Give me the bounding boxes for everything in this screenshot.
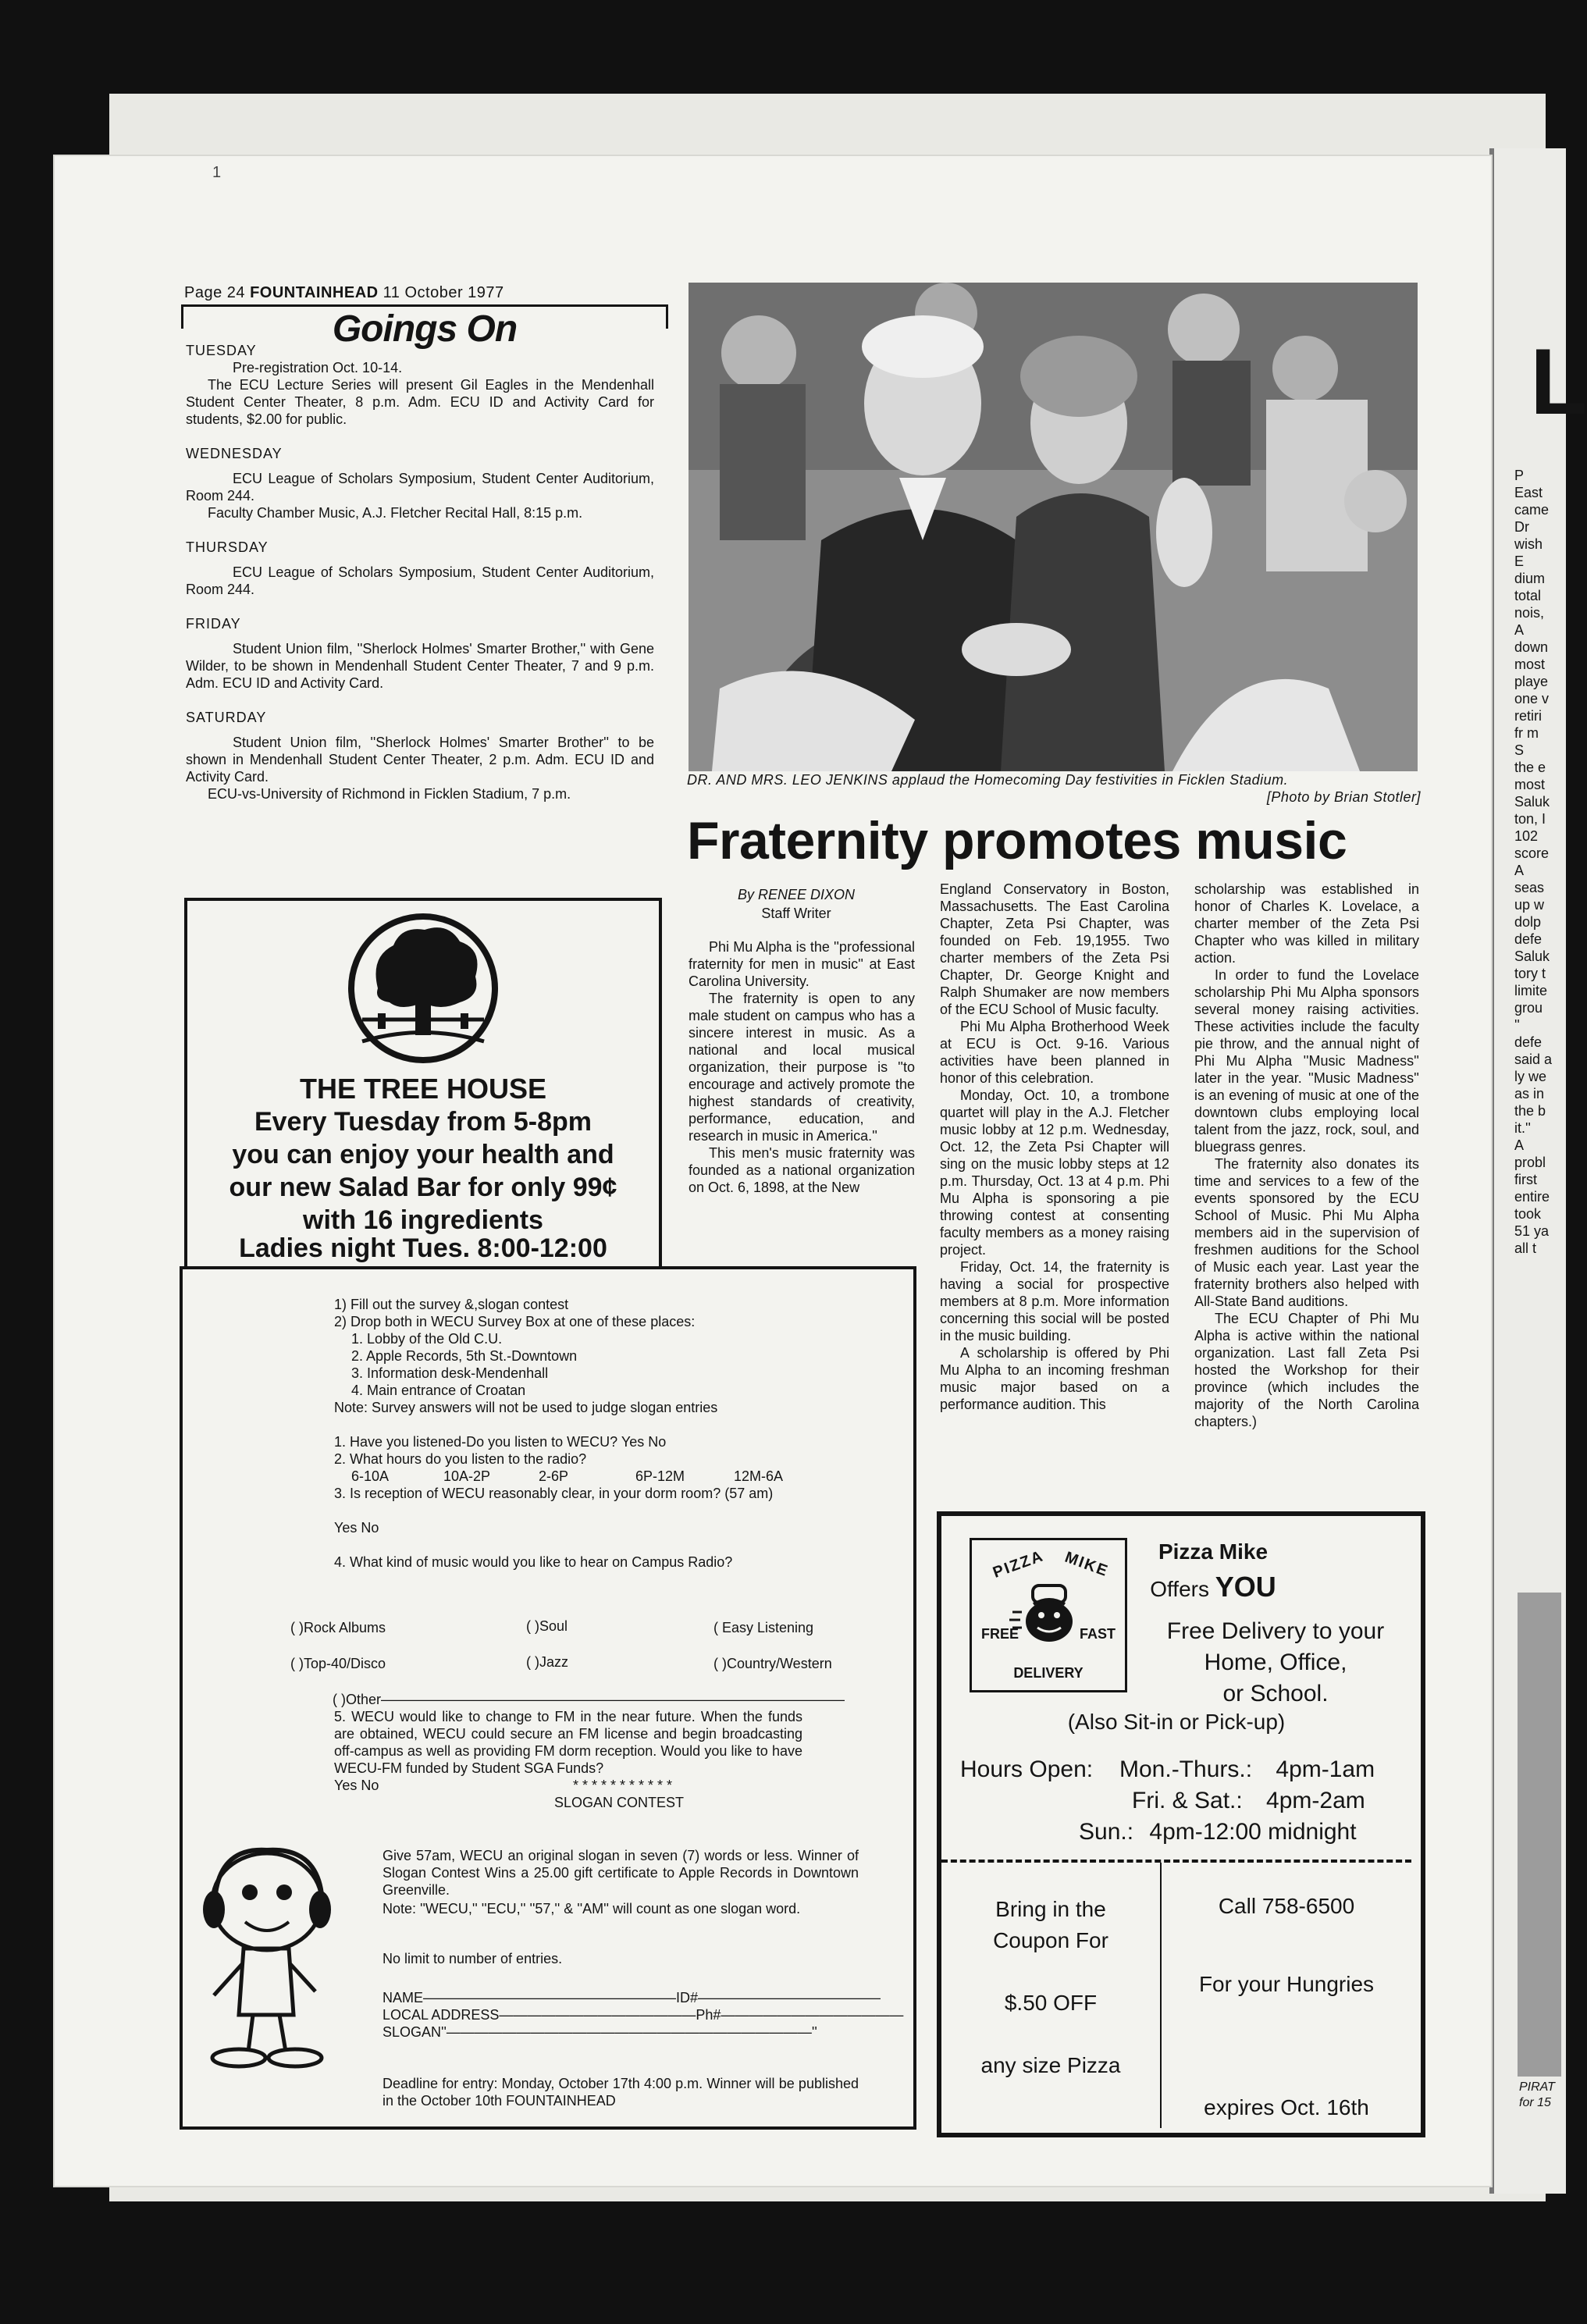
survey-place: 2. Apple Records, 5th St.-Downtown <box>351 1348 578 1364</box>
delivery-line: Free Delivery to your <box>1166 1618 1385 1644</box>
edge-line: all t <box>1514 1240 1537 1256</box>
stray-mark: 1 <box>212 164 222 181</box>
edge-caption-line: PIRAT <box>1519 2080 1555 2094</box>
paper-name: FOUNTAINHEAD <box>250 284 379 301</box>
event-item: Student Union film, ''Sherlock Holmes' Smarter Brother,'' with Gene Wilder, to be shown in Mendenhall Student Center Theater, 7 and 9 p.m. Adm. ECU ID and Activity Card. <box>186 641 654 691</box>
edge-line: one v <box>1514 691 1550 706</box>
article-paragraph: The ECU Chapter of Phi Mu Alpha is active within the national organization. Last fall Zeta Psi hosted the Workshop for their province (which includes the majority of the North Carolina chapters.) <box>1194 1311 1419 1429</box>
form-field-slogan[interactable]: SLOGAN''——————————————————————————'' <box>383 2024 817 2040</box>
photo-caption <box>687 771 1421 806</box>
tree-house-ad <box>184 898 662 1269</box>
photo-credit: [Photo by Brian Stotler] <box>1266 789 1421 805</box>
survey-question-3: 3. Is reception of WECU reasonably clear, in your dorm room? (57 am) <box>334 1486 774 1501</box>
coupon-item: any size Pizza <box>980 2053 1121 2077</box>
article-paragraph: In order to fund the Lovelace scholarship Phi Mu Alpha sponsors several money raising activities. These activities include the faculty pie throw, and the annual night of Phi Mu Alpha ''Music Madness'' later in the year. ''Music Madness'' is an evening of music at one of the downtown clubs employing local talent from the jazz, rock, soul, and bluegrass genres. <box>1194 967 1419 1155</box>
article-column-2 <box>940 881 1169 1413</box>
edge-line: said a <box>1514 1052 1553 1067</box>
edge-line: probl <box>1514 1155 1546 1170</box>
edge-caption-line: for 15 <box>1519 2096 1551 2109</box>
edge-line: grou <box>1514 1000 1543 1016</box>
edge-line: 51 ya <box>1514 1223 1550 1239</box>
coupon-offer <box>941 1894 1160 2081</box>
edge-line: most <box>1514 777 1546 792</box>
event-item: ECU League of Scholars Symposium, Student Center Auditorium, Room 244. <box>186 471 654 504</box>
hours-row <box>1132 1788 1365 1814</box>
edge-line: as in <box>1514 1086 1545 1101</box>
edge-line: S <box>1514 742 1525 758</box>
call-number: Call 758-6500 <box>1218 1894 1355 1918</box>
article-paragraph: Friday, Oct. 14, the fraternity is having a social for prospective members at 8 p.m. More information concerning this social will be posted in the music building. <box>940 1259 1169 1344</box>
edge-line: Dr <box>1514 519 1529 535</box>
survey-instructions <box>334 1296 881 1571</box>
edge-line: dium <box>1514 571 1546 586</box>
edge-line: Saluk <box>1514 794 1550 810</box>
delivery-lines <box>1135 1616 1416 1710</box>
edge-line: East <box>1514 485 1543 500</box>
edge-line: most <box>1514 657 1546 672</box>
tree-house-name: THE TREE HOUSE <box>299 1073 547 1105</box>
edge-line: it.'' <box>1514 1120 1531 1136</box>
next-page-photo <box>1518 1593 1561 2077</box>
survey-place: 1. Lobby of the Old C.U. <box>351 1331 503 1347</box>
logo-text-free: FREE <box>981 1626 1019 1642</box>
edge-line: seas <box>1514 880 1545 895</box>
slogan-contest-text: Give 57am, WECU an original slogan in seven (7) words or less. Winner of Slogan Contest Wins a 25.00 gift certificate to Apple Records in Downtown Greenville. <box>383 1848 859 1898</box>
edge-line: A <box>1514 863 1525 878</box>
music-option: ( )Top-40/Disco <box>290 1656 386 1671</box>
day-heading: TUESDAY <box>186 343 257 358</box>
edge-line: score <box>1514 845 1550 861</box>
event-item: Student Union film, ''Sherlock Holmes' Smarter Brother'' to be shown in Mendenhall Student Center Theater, 2 p.m. Adm. ECU ID and Activity Card. <box>186 735 654 785</box>
survey-question-5: 5. WECU would like to change to FM in the near future. When the funds are obtained, WECU could secure an FM license and begin broadcasting off-campus as well as providing FM dorm reception. Would you like to have WECU-FM funded by Student SGA Funds? <box>334 1709 802 1776</box>
logo-text-mike: MIKE <box>1062 1548 1112 1581</box>
tree-icon <box>347 910 500 1066</box>
day-heading: FRIDAY <box>186 616 241 632</box>
hours-option: 10A-2P <box>443 1468 491 1484</box>
page-number: Page 24 <box>184 284 246 301</box>
edge-line: total <box>1514 588 1542 603</box>
form-field-address[interactable]: LOCAL ADDRESS——————————————Ph#————————————— <box>383 2007 904 2023</box>
next-page-caption <box>1519 2080 1561 2111</box>
edge-line: 102 <box>1514 828 1539 844</box>
deadline-note: Deadline for entry: Monday, October 17th 4:00 p.m. Winner will be published in the October 10th FOUNTAINHEAD <box>383 2076 859 2109</box>
day-heading: THURSDAY <box>186 539 269 555</box>
hours-option: 6-10A <box>351 1468 390 1484</box>
article-paragraph: The fraternity is open to any male student on campus who has a sincere interest in music. As a national and local musical organization, their purpose is ''to encourage and actively promote the highest standards of creativity, performance, education, and research in music in America.'' <box>689 991 915 1144</box>
delivery-line: or School. <box>1222 1681 1329 1707</box>
survey-step: 1) Fill out the survey &,slogan contest <box>334 1297 569 1312</box>
edge-line: E <box>1514 553 1525 569</box>
music-option: ( )Soul <box>526 1618 568 1634</box>
survey-question-2: 2. What hours do you listen to the radio? <box>334 1451 587 1467</box>
byline-author: By RENEE DIXON <box>737 887 856 902</box>
article-paragraph: scholarship was established in honor of Charles K. Lovelace, a charter member of the Zeta Psi Chapter who was killed in military action. <box>1194 881 1419 966</box>
next-page-column <box>1514 467 1561 1257</box>
edge-line: retiri <box>1514 708 1542 724</box>
survey-question-1: 1. Have you listened-Do you listen to WECU? Yes No <box>334 1434 667 1450</box>
edge-line: Saluk <box>1514 948 1550 964</box>
divider-stars: * * * * * * * * * * * <box>573 1778 673 1793</box>
hours-option: 6P-12M <box>635 1468 685 1484</box>
next-page-headline-letter: L <box>1530 329 1587 434</box>
edge-line: defe <box>1514 1034 1543 1050</box>
music-option: ( )Jazz <box>526 1654 568 1670</box>
delivery-line: Home, Office, <box>1204 1650 1347 1675</box>
edge-line: A <box>1514 622 1525 638</box>
article-byline <box>703 885 890 923</box>
tree-house-line: our new Salad Bar for only 99¢ <box>229 1173 617 1202</box>
hours-row <box>1079 1819 1357 1845</box>
applauding-couple-image <box>689 283 1418 771</box>
article-paragraph: The fraternity also donates its time and services to a few of the events sponsored by the ECU School of Music. Phi Mu Alpha members aid in the supervision of freshmen auditions for the School of Music each year. Last year the fraternity brothers also helped with All-State Band auditions. <box>1194 1156 1419 1309</box>
hours-days: Fri. & Sat.: <box>1132 1788 1243 1813</box>
edge-line: ly we <box>1514 1069 1547 1084</box>
wecu-survey-ad <box>180 1266 916 2130</box>
hours-time: 4pm-12:00 midnight <box>1149 1819 1357 1845</box>
hours-options <box>334 1468 881 1485</box>
logo-text-delivery: DELIVERY <box>1013 1665 1084 1681</box>
edge-line: up w <box>1514 897 1545 913</box>
caption-text: DR. AND MRS. LEO JENKINS applaud the Homecoming Day festivities in Ficklen Stadium. <box>687 772 1289 788</box>
day-heading: WEDNESDAY <box>186 446 283 461</box>
article-paragraph: Monday, Oct. 10, a trombone quartet will play in the A.J. Fletcher music lobby at 12 p.m. Wednesday, Oct. 12, the Zeta Psi Chapter will sing on the music lobby steps at 12 p.m. Thursday, Oct. 13 at 4 p.m. Phi Mu Alpha is sponsoring a pie throwing contest at consenting faculty members as a money raising project. <box>940 1087 1169 1258</box>
slogan-contest-title: SLOGAN CONTEST <box>554 1795 685 1810</box>
edge-line: limite <box>1514 983 1548 998</box>
edge-line: came <box>1514 502 1550 518</box>
coupon-line: Bring in the <box>995 1897 1106 1921</box>
event-item: ECU-vs-University of Richmond in Ficklen Stadium, 7 p.m. <box>208 786 571 802</box>
edge-line: A <box>1514 1137 1525 1153</box>
mascot-with-headphones-icon <box>198 1847 339 2073</box>
edge-line: ton, I <box>1514 811 1546 827</box>
edge-line: playe <box>1514 674 1549 689</box>
goings-on-calendar <box>186 342 654 803</box>
edge-line: tory t <box>1514 966 1546 981</box>
event-item: ECU League of Scholars Symposium, Student Center Auditorium, Room 244. <box>186 564 654 597</box>
article-column-1 <box>689 938 915 1196</box>
hours-label: Hours Open: <box>960 1756 1094 1782</box>
page-folio <box>184 284 504 302</box>
slogan-contest-note: Note: ''WECU,'' ''ECU,'' ''57,'' & ''AM'' will count as one slogan word. <box>383 1901 801 1916</box>
article-paragraph: Phi Mu Alpha is the ''professional fraternity for men in music'' at East Carolina University. <box>689 939 915 989</box>
pizza-mike-name: Pizza Mike <box>1158 1539 1269 1564</box>
you-word: YOU <box>1215 1571 1276 1603</box>
logo-text-pizza: PIZZA <box>991 1547 1047 1582</box>
survey-place: 3. Information desk-Mendenhall <box>351 1365 549 1381</box>
tree-house-line: with 16 ingredients <box>303 1205 543 1235</box>
survey-place: 4. Main entrance of Croatan <box>351 1383 526 1398</box>
logo-text-fast: FAST <box>1080 1626 1116 1642</box>
music-option: ( Easy Listening <box>713 1620 814 1635</box>
music-option-other: ( )Other————————————————————————————————— <box>333 1692 845 1707</box>
edge-line: nois, <box>1514 605 1545 621</box>
question-5-answers: Yes No <box>334 1778 379 1793</box>
edge-line: fr m <box>1514 725 1539 741</box>
hours-time: 4pm-2am <box>1266 1788 1365 1813</box>
coupon-expiry: expires Oct. 16th <box>1204 2095 1369 2119</box>
music-option: ( )Country/Western <box>713 1656 832 1671</box>
pizza-mike-logo <box>970 1538 1127 1692</box>
question-3-answers: Yes No <box>334 1520 379 1536</box>
goings-on-title: Goings On <box>332 308 518 350</box>
hours-days: Sun.: <box>1079 1819 1134 1845</box>
hungries-text: For your Hungries <box>1198 1972 1375 1996</box>
homecoming-photo <box>689 283 1418 771</box>
hours-days: Mon.-Thurs.: <box>1119 1756 1253 1782</box>
article-paragraph: Phi Mu Alpha Brotherhood Week at ECU is Oct. 9-16. Various activities have been planned in honor of this celebration. <box>940 1019 1169 1086</box>
edge-line: dolp <box>1514 914 1542 930</box>
edge-line: the b <box>1514 1103 1546 1119</box>
day-heading: SATURDAY <box>186 710 267 725</box>
form-field-name[interactable]: NAME——————————————————ID#————————————— <box>383 1990 881 2005</box>
survey-note: Note: Survey answers will not be used to judge slogan entries <box>334 1400 718 1415</box>
edge-line: wish <box>1514 536 1543 552</box>
tree-house-line: Every Tuesday from 5-8pm <box>254 1107 592 1137</box>
hours-time: 4pm-1am <box>1276 1756 1375 1782</box>
event-item: Pre-registration Oct. 10-14. <box>233 360 403 375</box>
edge-line: P <box>1514 468 1525 483</box>
article-column-3 <box>1194 881 1419 1430</box>
sit-in-note: (Also Sit-in or Pick-up) <box>1067 1710 1286 1734</box>
issue-date: 11 October 1977 <box>383 284 504 301</box>
coupon-line: Coupon For <box>993 1928 1108 1952</box>
edge-line: down <box>1514 639 1549 655</box>
edge-line: defe <box>1514 931 1543 947</box>
tree-house-line: Ladies night Tues. 8:00-12:00 <box>239 1233 607 1263</box>
edge-line: first <box>1514 1172 1537 1187</box>
survey-question-4: 4. What kind of music would you like to hear on Campus Radio? <box>334 1554 733 1570</box>
article-paragraph: England Conservatory in Boston, Massachusetts. The East Carolina Chapter, Zeta Psi Chapter, was founded on Feb. 19,1955. Two charter members of the Zeta Psi Chapter, Dr. George Knight and Ralph Shumaker are now members of the ECU School of Music faculty. <box>940 881 1169 1017</box>
pizza-mike-offers <box>1135 1571 1291 1603</box>
survey-step: 2) Drop both in WECU Survey Box at one of these places: <box>334 1314 696 1329</box>
event-item: The ECU Lecture Series will present Gil Eagles in the Mendenhall Student Center Theater, 8 p.m. Adm. ECU ID and Activity Card for students, $2.00 for public. <box>186 377 654 427</box>
tree-house-line: you can enjoy your health and <box>232 1140 614 1169</box>
offers-word: Offers <box>1150 1577 1209 1601</box>
coupon-cut-line <box>941 1860 1411 1863</box>
edge-line: '' <box>1514 1017 1520 1033</box>
byline-role: Staff Writer <box>761 906 831 921</box>
edge-line: entire <box>1514 1189 1550 1205</box>
coupon-value: $.50 OFF <box>1004 1991 1098 2015</box>
entries-note: No limit to number of entries. <box>383 1951 563 1966</box>
article-headline: Fraternity promotes music <box>687 811 1347 870</box>
edge-line: the e <box>1514 760 1546 775</box>
event-item: Faculty Chamber Music, A.J. Fletcher Recital Hall, 8:15 p.m. <box>208 505 583 521</box>
article-paragraph: This men's music fraternity was founded as a national organization on Oct. 6, 1898, at the New <box>689 1145 915 1195</box>
pizza-mike-ad <box>937 1511 1425 2137</box>
hours-option: 12M-6A <box>734 1468 784 1484</box>
music-option: ( )Rock Albums <box>290 1620 386 1635</box>
hours-option: 2-6P <box>539 1468 569 1484</box>
hours-row <box>1119 1756 1375 1783</box>
article-paragraph: A scholarship is offered by Phi Mu Alpha to an incoming freshman music major based on a performance audition. This <box>940 1345 1169 1412</box>
edge-line: took <box>1514 1206 1542 1222</box>
